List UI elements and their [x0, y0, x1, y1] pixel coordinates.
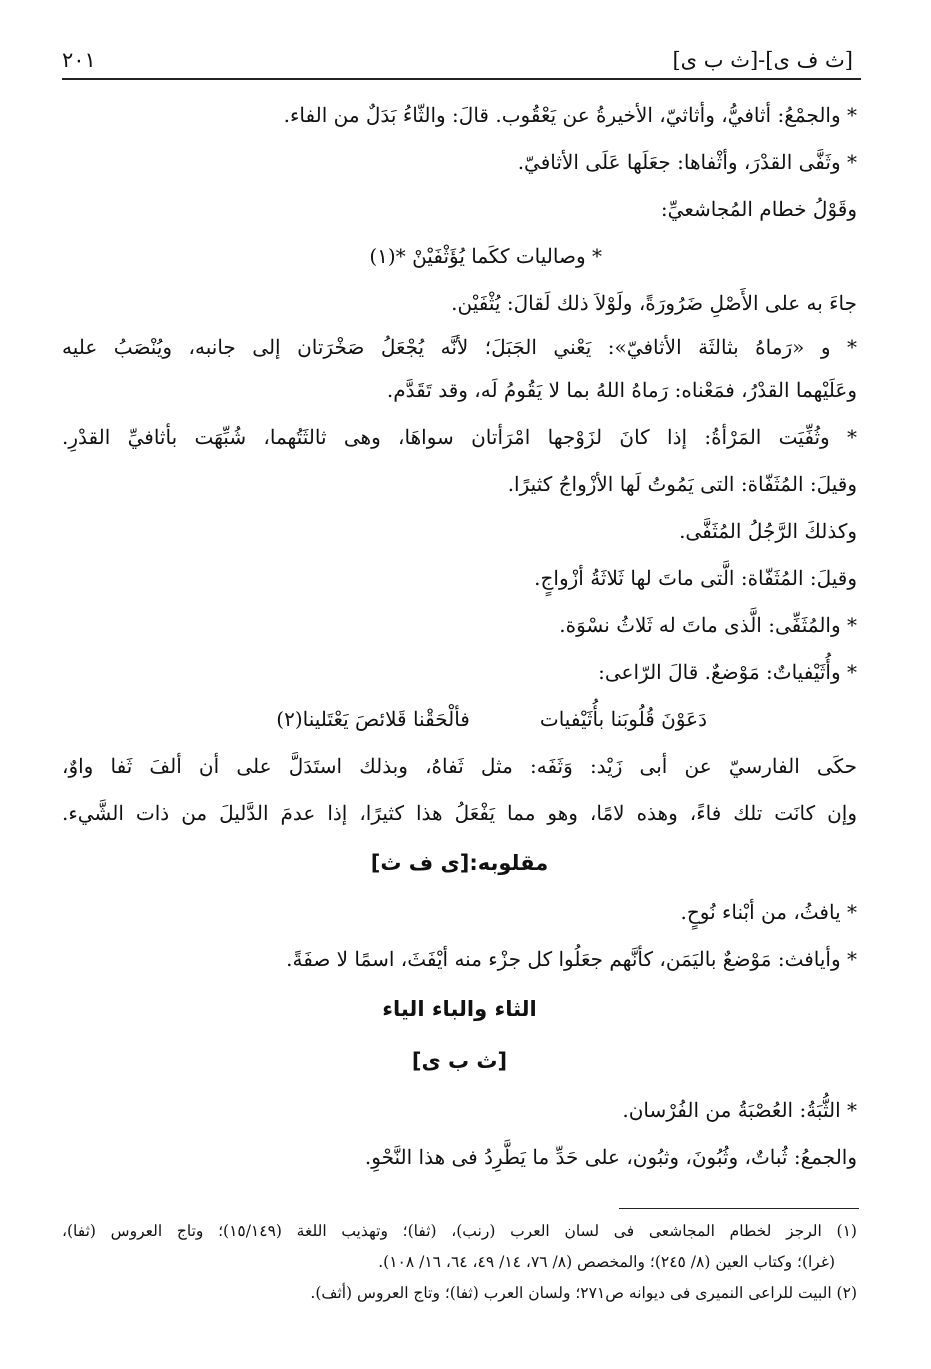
text-line: * وثُفِّيَت المَرْأةُ: إذا كانَ لزَوْجها امْرَأتان سواهَا، وهى ثالثَتُهما، شُبِّهَت بأثافيِّ القدْرِ. [62, 425, 857, 449]
footnote-rule [619, 1208, 859, 1209]
running-header [62, 38, 853, 72]
text-line: والجمعُ: ثُباتٌ، وثُبُونَ، وثبُون، على حَدِّ ما يَطَّرِدُ فى هذا النَّحْوِ. [364, 1145, 857, 1169]
verse-first-hemistich: دَعَوْنَ قُلُوبَنا بأُثَيْفيات [539, 707, 707, 731]
text-line: وقَوْلُ خطام المُجاشعيِّ: [660, 197, 857, 221]
text-line: * الثُّبَةُ: العُصْبَةُ من الفُرْسان. [622, 1098, 857, 1122]
verse-second-hemistich: فألْحَقْنا قَلائصَ يَعْتَلينا(٢) [276, 707, 470, 731]
text-line: * والجمْعُ: أثافيُّ، وأثاثيّ، الأخيرةُ عن يَعْقُوب. قالَ: والثّاءُ بَدَلٌ من الفاء. [283, 103, 857, 127]
text-line: * وأُثَيْفياتٌ: مَوْضعٌ. قالَ الرّاعى: [598, 660, 857, 684]
text-line: * وثَفَّى القدْرَ، وأثْفاها: جعَلَها عَلَى الأثافيّ. [517, 150, 857, 174]
footnote-1: (١) الرجز لخطام المجاشعى فى لسان العرب (رنب)، (ثفا)؛ وتهذيب اللغة (١٥/١٤٩)؛ وتاج العروس (ثفا)، [62, 1222, 857, 1240]
footnotes [62, 1216, 857, 1309]
text-line: * والمُثَفِّى: الَّذى ماتَ له ثَلاثُ نسْوَة. [559, 613, 857, 637]
section-heading-maqlub: مقلوبه:[ى ف ث] [370, 851, 549, 875]
header-rule [62, 78, 861, 80]
page-number: ٢٠١ [62, 48, 96, 72]
chapter-heading: الثاء والباء الياء [382, 997, 537, 1021]
text-line: وقيلَ: المُثَفّاة: الَّتى ماتَ لها ثَلاثَةُ أزْواجٍ. [534, 566, 857, 590]
text-line: * وأيافث: مَوْضعٌ باليَمَن، كأنَّهم جعَلُوا كل جزْء منه أيْفَثَ، اسمًا لا صفَةً. [286, 947, 857, 971]
text-line: وعَلَيْهما القدْرُ، فمَعْناه: رَماهُ اللهُ بما لا يَقُومُ لَه، وقد تَقَدَّم. [386, 378, 857, 402]
text-line: حكَى الفارسيّ عن أبى زَيْد: وَثَفَه: مثل ثَفاهُ، وبذلك استَدَلَّ على أن ألفَ ثَفا واوٌ، [62, 754, 857, 778]
footnote-2: (٢) البيت للراعى النميرى فى ديوانه ص٢٧١؛ ولسان العرب (ثفا)؛ وتاج العروس (أثف). [310, 1284, 857, 1302]
root-heading: [ث ب ى] [411, 1049, 508, 1073]
text-line: وكذلكَ الرَّجُلُ المُثَفَّى. [679, 519, 857, 543]
text-line: وقيلَ: المُثَفّاة: التى يَمُوتُ لَها الأزْواجُ كثيرًا. [507, 472, 857, 496]
poem-verse [62, 696, 857, 743]
header-title: [ث ف ى]-[ث ب ى] [672, 48, 853, 72]
text-line: جاءَ به على الأَصْلِ ضَرُورَةً، ولَوْلاَ ذلك لَقالَ: يُثْفَيْن. [451, 291, 857, 315]
text-line: وإن كانَت تلك فاءً، وهذه لامًا، وهو مما يَفْعَلُ هذا كثيرًا، إذا عدمَ الدَّليلَ من ذات الشَّيء. [62, 801, 857, 825]
text-line: * و «رَماهُ بثالثَة الأثافيّ»: يَعْني الجَبَلَ؛ لأنَّه يُجْعَلُ صَخْرَتان إلى جانبه، ويُنْصَبُ عليه [62, 335, 857, 359]
verse-line: * وصاليات ككَما يُؤَثْفَيْنْ *(١) [369, 244, 602, 268]
text-line: * يافثُ، من أبْناء نُوحٍ. [680, 900, 857, 924]
footnote-1-continued: (غرا)؛ وكتاب العين (٨/ ٢٤٥)؛ والمخصص (٨/ ٧٦، ١٤/ ٤٩، ٦٤، ١٦/ ١٠٨). [378, 1253, 835, 1271]
main-text [62, 92, 857, 1181]
